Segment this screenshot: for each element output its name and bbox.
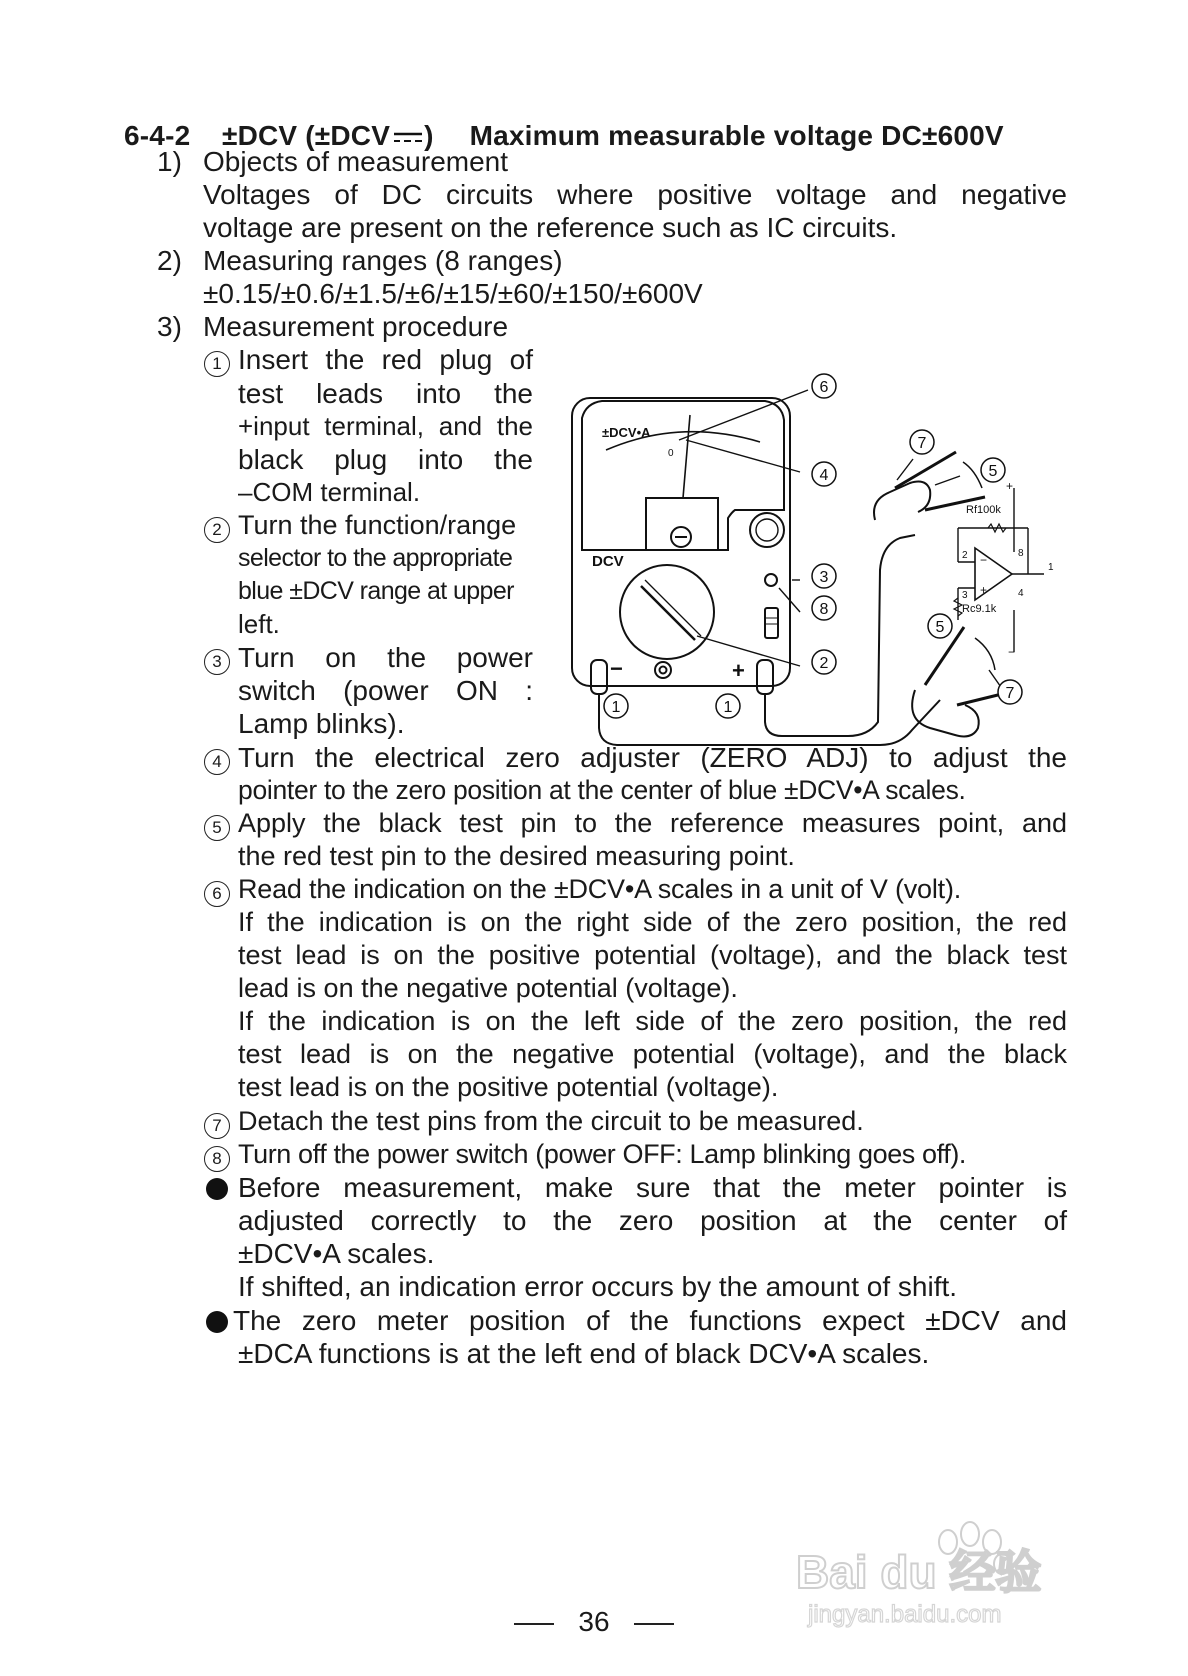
com-terminal-icon	[655, 662, 671, 678]
zero-adjust-box	[646, 498, 718, 550]
step-1-line: Insert the red plug of	[238, 344, 533, 375]
note-2-line: The zero meter position of the functions expect ±DCV and	[233, 1305, 1067, 1336]
note-1-line: If shifted, an indication error occurs by the amount of shift.	[238, 1271, 958, 1302]
step-6-line: If the indication is on the right side of the zero position, the red	[238, 907, 1067, 937]
note-2-line: ±DCA functions is at the left end of black DCV•A scales.	[238, 1338, 930, 1369]
section-2-title: Measuring ranges (8 ranges)	[203, 245, 563, 276]
section-3-title: Measurement procedure	[203, 311, 509, 342]
step-6-line: Read the indication on the ±DCV•A scales in a unit of V (volt).	[238, 874, 962, 904]
note-1-line: ±DCV•A scales.	[238, 1238, 435, 1269]
callout-number: 5	[988, 463, 998, 480]
scale-label: ±DCV•A	[602, 425, 651, 440]
step-6-marker: 6	[204, 872, 230, 907]
step-1-line: black plug into the	[238, 444, 533, 475]
step-5-line: the red test pin to the desired measuring point.	[238, 841, 795, 871]
step-5-marker: 5	[204, 806, 230, 841]
supply-minus-label: −	[1008, 645, 1016, 659]
step-6-line: test lead is on the positive potential (voltage).	[238, 1072, 779, 1102]
section-3-marker: 3)	[157, 311, 182, 342]
baidu-watermark	[788, 1520, 1078, 1635]
function-label-close: )	[424, 120, 434, 151]
step-1-line: +input terminal, and the	[238, 411, 533, 441]
step-3-line: Turn on the power	[238, 642, 533, 673]
watermark-brand: Bai du 经验	[796, 1546, 1042, 1598]
op-amp-minus-label: −	[980, 553, 988, 567]
step-4-line: pointer to the zero position at the center of blue ±DCV•A scales.	[238, 775, 966, 805]
step-1-line: test leads into the	[238, 378, 533, 409]
measuring-ranges: ±0.15/±0.6/±1.5/±6/±15/±60/±150/±600V	[203, 278, 703, 309]
note-1-line: adjusted correctly to the zero position at the center of	[238, 1205, 1067, 1236]
step-1-marker: 1	[204, 342, 230, 377]
section-1-line: Voltages of DC circuits where positive voltage and negative	[203, 179, 1067, 210]
function-label: ±DCV (±DCV	[222, 120, 391, 151]
black-plug	[591, 660, 607, 694]
note-2-bullet-icon	[206, 1306, 228, 1341]
step-3-marker: 3	[204, 640, 230, 675]
step-2-line: blue ±DCV range at upper	[238, 577, 514, 605]
step-5-line: Apply the black test pin to the reference measures point, and	[238, 808, 1067, 838]
step-6-line: test lead is on the negative potential (voltage), and the black	[238, 1039, 1067, 1069]
op-amp-plus-label: +	[980, 583, 988, 597]
baidu-watermark-logo	[788, 1520, 1078, 1630]
step-7-line: Detach the test pins from the circuit to be measured.	[238, 1106, 864, 1136]
op-amp-pin-label: 3	[962, 590, 968, 601]
step-2-line: left.	[238, 609, 280, 639]
step-1-line: –COM terminal.	[238, 477, 421, 507]
op-amp-pin-label: 1	[1048, 562, 1054, 573]
callout-number: 6	[819, 379, 829, 396]
section-2-marker: 2)	[157, 245, 182, 276]
minus-terminal-label: −	[610, 656, 623, 681]
callout-number: 3	[819, 569, 829, 586]
op-amp-pin-label: 8	[1018, 548, 1024, 559]
upper-hand	[874, 482, 930, 520]
step-6-line: test lead is on the positive potential (voltage), and the black test	[238, 940, 1067, 970]
resistor-f-label: Rf100k	[966, 504, 1001, 516]
section-number: 6-4-2	[124, 120, 191, 151]
section-1-line: voltage are present on the reference such as IC circuits.	[203, 212, 898, 243]
page-number: 36	[578, 1606, 610, 1637]
op-amp-pin-label: 2	[962, 550, 968, 561]
meter-pointer	[683, 415, 690, 498]
red-plug	[757, 660, 773, 694]
op-amp-pin-label: 4	[1018, 588, 1024, 599]
watermark-url: jingyan.baidu.com	[808, 1601, 1002, 1628]
step-3-line: Lamp blinks).	[238, 708, 405, 739]
red-lead	[765, 535, 915, 736]
supply-plus-label: +	[1006, 479, 1014, 493]
section-1-marker: 1)	[157, 146, 182, 177]
note-1-bullet-icon	[206, 1173, 228, 1208]
step-4-marker: 4	[204, 740, 230, 775]
callout-number: 1	[723, 699, 733, 716]
callout-number: 4	[819, 467, 829, 484]
callout-number: 2	[819, 655, 829, 672]
note-1-line: Before measurement, make sure that the meter pointer is	[238, 1172, 1067, 1203]
lower-hand	[912, 690, 979, 736]
step-6-line: lead is on the negative potential (voltage).	[238, 973, 738, 1003]
callout-number: 1	[611, 699, 621, 716]
step-8-line: Turn off the power switch (power OFF: Lamp blinking goes off).	[238, 1139, 967, 1169]
section-1-title: Objects of measurement	[203, 146, 509, 177]
step-2-line: selector to the appropriate	[238, 544, 513, 572]
callout-number: 7	[1005, 685, 1015, 702]
adjust-knob-icon	[750, 513, 784, 547]
step-6-line: If the indication is on the left side of the zero position, the red	[238, 1006, 1067, 1036]
plus-terminal-label: +	[732, 658, 745, 683]
selector-label: DCV	[592, 553, 624, 570]
step-2-line: Turn the function/range	[238, 510, 517, 540]
black-lead	[599, 694, 940, 745]
step-3-line: switch (power ON :	[238, 675, 533, 706]
heading-title: Maximum measurable voltage DC±600V	[469, 120, 1004, 151]
callout-number: 5	[935, 619, 945, 636]
step-4-line: Turn the electrical zero adjuster (ZERO ADJ) to adjust the	[238, 742, 1067, 773]
zero-label: 0	[668, 448, 674, 459]
power-switch	[765, 608, 778, 638]
step-7-marker: 7	[204, 1104, 230, 1139]
resistor-c-label: Rc9.1k	[962, 603, 997, 615]
callout-number: 7	[917, 435, 927, 452]
multimeter-diagram	[540, 360, 1080, 760]
step-2-marker: 2	[204, 508, 230, 543]
step-8-marker: 8	[204, 1137, 230, 1172]
power-lamp-icon	[765, 574, 777, 586]
callout-number: 8	[819, 601, 829, 618]
